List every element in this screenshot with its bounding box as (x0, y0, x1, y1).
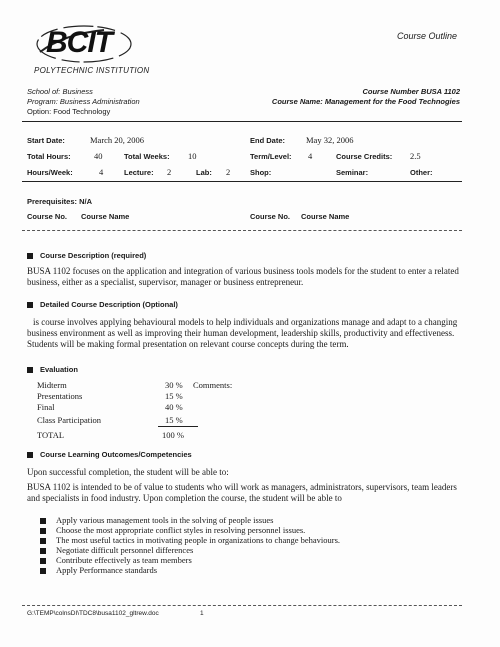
course-credits-label: Course Credits: (336, 152, 393, 161)
detailed-heading: Detailed Course Description (Optional) (40, 300, 178, 309)
eval-total-value: 100 % (162, 430, 184, 440)
bullet-marker (40, 568, 46, 574)
eval-item: Class Participation (37, 415, 101, 425)
list-item: Apply Performance standards (56, 565, 158, 575)
list-item: Choose the most appropriate conflict styles in resolving personnel issues. (56, 525, 306, 535)
term-level-label: Term/Level: (250, 152, 292, 161)
lecture-value: 2 (167, 167, 172, 177)
prerequisites-label: Prerequisites: N/A (27, 197, 93, 206)
description-line-1: BUSA 1102 focuses on the application and integration of various business tools models for the student to enter a related (27, 266, 459, 276)
eval-total-label: TOTAL (37, 430, 65, 440)
end-date-value: May 32, 2006 (306, 135, 354, 145)
section-marker-description (27, 253, 33, 259)
shop-label: Shop: (250, 168, 272, 177)
start-date-value: March 20, 2006 (90, 135, 145, 145)
eval-pct: 15 % (165, 415, 183, 425)
bullet-marker (40, 528, 46, 534)
detailed-line-1: is course involves applying behavioural models to help individuals and organizations manage and adapt to a changing (33, 317, 458, 327)
prereq-course-no-1: Course No. (27, 212, 68, 221)
course-name: Course Name: Management for the Food Technogies (271, 97, 460, 106)
outcomes-intro: Upon successful completion, the student will be able to: (27, 467, 229, 477)
eval-item: Midterm (37, 380, 67, 390)
list-item: Negotiate difficult personnel differences (56, 545, 194, 555)
outcomes-line-1: BUSA 1102 is intended to be of value to students who will work as managers, administrators, supervisors, team leaders (27, 482, 457, 492)
hours-week-label: Hours/Week: (27, 168, 73, 177)
institution-name: POLYTECHNIC INSTITUTION (34, 66, 150, 75)
footer-page-number: 1 (200, 610, 204, 617)
seminar-label: Seminar: (336, 168, 369, 177)
prereq-course-name-1: Course Name (81, 212, 130, 221)
rule-footer (22, 605, 462, 606)
outcomes-line-2: and specialists in food industry. Upon completion the course, the student will be able to (27, 493, 342, 503)
section-marker-outcomes (27, 452, 33, 458)
lab-label: Lab: (196, 168, 212, 177)
rule-top (22, 121, 462, 122)
start-date-label: Start Date: (27, 136, 65, 145)
bullet-marker (40, 558, 46, 564)
eval-pct: 40 % (165, 402, 183, 412)
eval-item: Final (37, 402, 55, 412)
total-hours-label: Total Hours: (27, 152, 71, 161)
other-label: Other: (410, 168, 433, 177)
lab-value: 2 (226, 167, 231, 177)
section-marker-evaluation (27, 367, 33, 373)
description-text (27, 266, 459, 288)
logo-text: BCIT (46, 26, 112, 59)
course-number: Course Number BUSA 1102 (362, 87, 460, 96)
total-weeks-value: 10 (188, 151, 197, 161)
evaluation-heading: Evaluation (40, 365, 78, 374)
program-line: Program: Business Administration (27, 97, 140, 106)
total-hours-value: 40 (94, 151, 103, 161)
eval-item: Presentations (37, 391, 83, 401)
outcomes-heading: Course Learning Outcomes/Competencies (40, 450, 192, 459)
bullet-marker (40, 518, 46, 524)
rule-dates (22, 181, 462, 182)
section-marker-detailed (27, 302, 33, 308)
document-type: Course Outline (397, 31, 458, 41)
description-heading: Course Description (required) (40, 251, 147, 260)
lecture-label: Lecture: (124, 168, 154, 177)
prereq-course-no-2: Course No. (250, 212, 291, 221)
eval-total-rule (158, 426, 198, 427)
course-credits-value: 2.5 (410, 151, 421, 161)
rule-prereq (22, 230, 462, 231)
detailed-text (27, 317, 457, 350)
detailed-line-3: Students will be making formal presentation on relevant course concepts during the term. (27, 339, 349, 349)
detailed-line-2: business environment as well as improving their human development, leadership skills, productivity and effectiveness. (27, 328, 455, 338)
eval-pct: 30 % (165, 380, 183, 390)
outcomes-paragraph (27, 482, 457, 504)
description-line-2: business, either as a specialist, supervisor, manager or business entrepreneur. (27, 277, 304, 287)
bullet-marker (40, 548, 46, 554)
hours-week-value: 4 (99, 167, 104, 177)
eval-pct: 15 % (165, 391, 183, 401)
eval-comments-label: Comments: (193, 380, 233, 390)
prereq-course-name-2: Course Name (301, 212, 350, 221)
end-date-label: End Date: (250, 136, 286, 145)
footer-path: G:\TEMP\colnsDI\TDC8\busa1102_gltrew.doc (27, 610, 159, 617)
school-line: School of: Business (27, 87, 93, 96)
bullet-marker (40, 538, 46, 544)
option-line: Option: Food Technology (27, 107, 111, 116)
term-level-value: 4 (308, 151, 313, 161)
list-item: Apply various management tools in the solving of people issues (56, 515, 274, 525)
total-weeks-label: Total Weeks: (124, 152, 170, 161)
list-item: Contribute effectively as team members (56, 555, 192, 565)
list-item: The most useful tactics in motivating people in organizations to change behaviours. (56, 535, 341, 545)
